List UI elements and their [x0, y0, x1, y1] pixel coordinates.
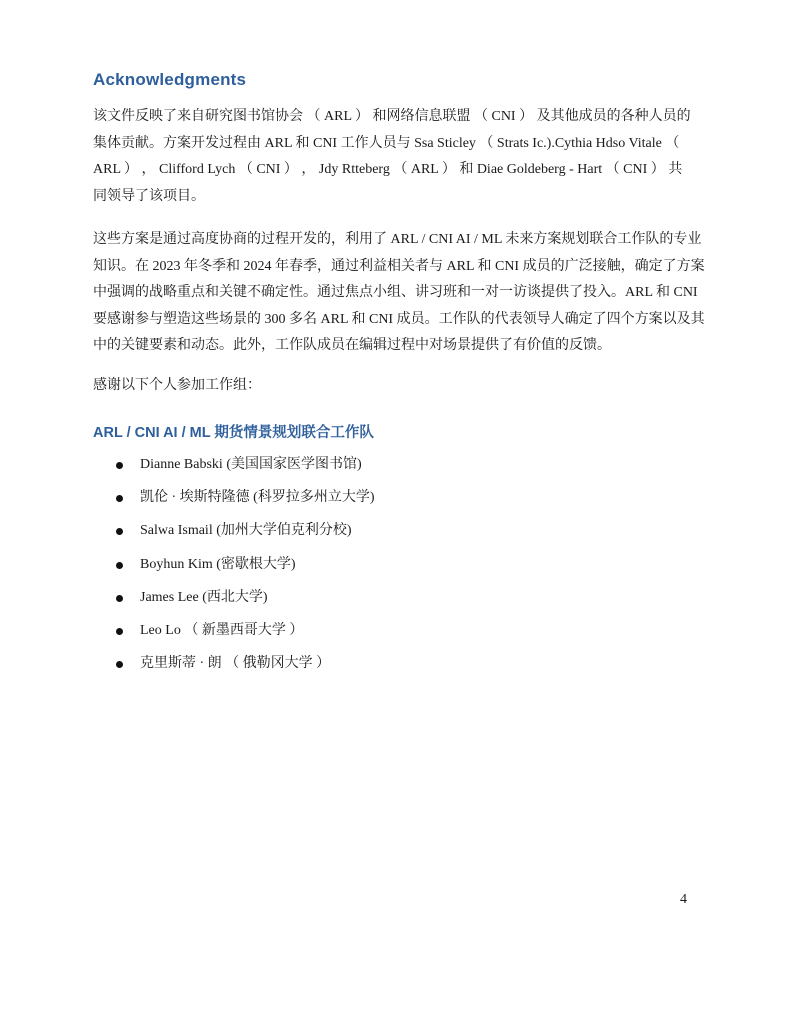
- bullet-icon: [116, 628, 123, 635]
- paragraph-line: 集体贡献。方案开发过程由 ARL 和 CNI 工作人员与 Ssa Sticley （ Strats Ic.).Cythia Hdso Vitale （: [93, 135, 680, 151]
- paragraph-line: 该文件反映了来自研究图书馆协会 （ ARL ） 和网络信息联盟 （ CNI ） 及其他成员的各种人员的: [93, 109, 691, 124]
- member-name: 克里斯蒂 · 朗 （ 俄勒冈大学 ）: [140, 656, 331, 672]
- member-name: Boyhun Kim (密歇根大学): [140, 556, 296, 572]
- list-item: [112, 552, 375, 585]
- paragraph-process: [93, 227, 705, 360]
- list-item: [112, 452, 375, 485]
- paragraph-line: 中强调的战略重点和关键不确定性。通过焦点小组、讲习班和一对一访谈提供了投入。ARL 和 CNI: [93, 285, 698, 301]
- list-item: [112, 651, 375, 684]
- member-list: [112, 452, 375, 684]
- member-name: Salwa Ismail (加州大学伯克利分校): [140, 523, 352, 539]
- bullet-icon: [116, 495, 123, 502]
- paragraph-line: 同领导了该项目。: [93, 188, 205, 204]
- page-number: 4: [680, 892, 687, 907]
- bullet-icon: [116, 462, 123, 469]
- paragraph-contributors: [93, 104, 698, 210]
- paragraph-line: 感谢以下个人参加工作组：: [93, 378, 261, 393]
- paragraph-line: ARL ） ， Clifford Lych （ CNI ） ， Jdy Rtteberg （ ARL ） 和 Diae Goldeberg - Hart （ CNI ） 共: [93, 162, 683, 178]
- list-item: [112, 485, 375, 518]
- bullet-icon: [116, 528, 123, 535]
- paragraph-line: 这些方案是通过高度协商的过程开发的，利用了 ARL / CNI AI / ML 未来方案规划联合工作队的专业: [93, 232, 702, 247]
- list-item: [112, 518, 375, 551]
- paragraph-line: 知识。在 2023 年冬季和 2024 年春季，通过利益相关者与 ARL 和 CNI 成员的广泛接触，确定了方案: [93, 258, 705, 274]
- bullet-icon: [116, 595, 123, 602]
- member-name: 凯伦 · 埃斯特隆德 (科罗拉多州立大学): [140, 490, 375, 506]
- paragraph-thanks: [93, 373, 698, 400]
- paragraph-line: 要感谢参与塑造这些场景的 300 多名 ARL 和 CNI 成员。工作队的代表领导人确定了四个方案以及其: [93, 311, 705, 327]
- member-name: James Lee (西北大学): [140, 589, 268, 605]
- member-name: Dianne Babski (美国国家医学图书馆): [140, 457, 362, 472]
- paragraph-line: 中的关键要素和动态。此外，工作队成员在编辑过程中对场景提供了有价值的反馈。: [93, 338, 611, 354]
- list-item: [112, 618, 375, 651]
- bullet-icon: [116, 661, 123, 668]
- task-force-heading: ARL / CNI AI / ML 期货情景规划联合工作队: [93, 425, 374, 441]
- section-heading: Acknowledgments: [93, 70, 247, 89]
- bullet-icon: [116, 562, 123, 569]
- member-name: Leo Lo （ 新墨西哥大学 ）: [140, 622, 304, 638]
- list-item: [112, 585, 375, 618]
